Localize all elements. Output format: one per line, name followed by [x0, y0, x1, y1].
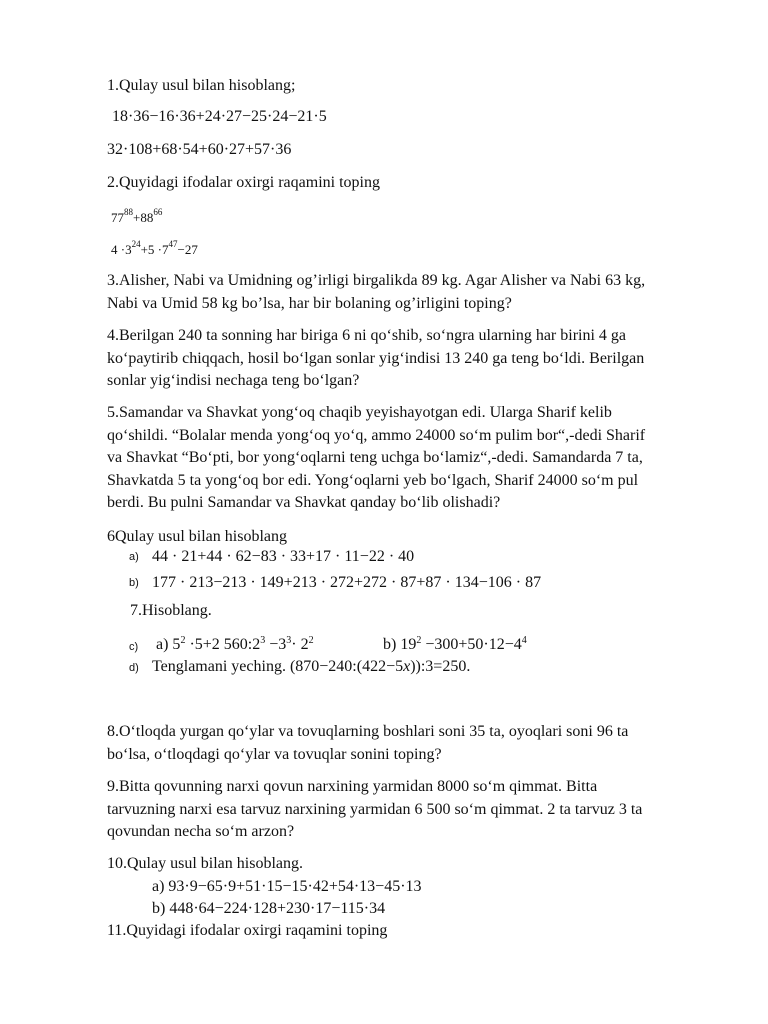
q1-expression-2: 32·108+68·54+60·27+57·36 [107, 141, 292, 158]
q3-text: 3.Alisher, Nabi va Umidning og’irligi birgalikda 89 kg. Agar Alisher va Nabi 63 kg, Nabi va Umid 58 kg bo’lsa, har bir bolaning og’irligini toping? [107, 272, 646, 312]
q2-expression-2: $4 \cdot 3^{24}+5 \cdot 7^{47}-27$ [111, 239, 198, 257]
q7-c-a-expression: a) $5^2 \cdot 5+2$ $560:2^3 -3^3\cdot 2^2$ [156, 635, 314, 653]
q6-a-expression: 44 · 21+44 · 62−83 · 33+17 · 11−22 · 40 [152, 548, 415, 565]
q6-a-marker: a) [129, 551, 139, 563]
q1-expression-1: 18·36−16·36+24·27−25·24−21·5 [112, 108, 327, 125]
q6-title: 6Qulay usul bilan hisoblang [107, 528, 287, 545]
q6-b-expression: 177 · 213−213 · 149+213 · 272+272 · 87+87 · 134−106 · 87 [152, 574, 542, 591]
q7-d-equation: Tenglamani yeching. (870−240:(422−5x)):3=250. [152, 658, 471, 675]
q8-text: 8.O‘tloqda yurgan qo‘ylar va tovuqlarning boshlari soni 35 ta, oyoqlari soni 96 ta bo‘lsa, o‘tloqdagi qo‘ylar va tovuqlar sonini toping? [107, 723, 629, 763]
q9-text: 9.Bitta qovunning narxi qovun narxining yarmidan 8000 so‘m qimmat. Bitta tarvuzning narxi esa tarvuz narxining yarmidan 6 500 so‘m qimmat. 2 ta tarvuz 3 ta qovundan necha so‘m arzon? [107, 778, 643, 840]
q10-title: 10.Qulay usul bilan hisoblang. [107, 855, 303, 872]
q6-b-marker: b) [129, 577, 139, 589]
q5-text: 5.Samandar va Shavkat yong‘oq chaqib yeyishayotgan edi. Ularga Sharif kelib qo‘shildi. “Bolalar menda yong‘oq yo‘q, ammo 24000 so‘m pulim bor“,-dedi Sharif va Shavkat “Bo‘pti, bor yong‘oqlarni teng uchga bo‘lamiz“,-dedi. Samandarda 7 ta, Shavkatda 5 ta yong‘oq bor edi. Yong‘oqlarni yeb bo‘lgach, Sharif 24000 so‘m pul berdi. Bu pulni Samandar va Shavkat qanday bo‘lib olishadi? [107, 404, 646, 511]
q7-d-marker: d) [129, 662, 139, 674]
q7-c-b-expression: b) $19^2 -300+50\cdot 12-4^4$ [383, 635, 527, 653]
q2-title: 2.Quyidagi ifodalar oxirgi raqamini toping [107, 174, 380, 191]
q1-title: 1.Qulay usul bilan hisoblang; [107, 77, 296, 94]
q10-b-expression: b) 448·64−224·128+230·17−115·34 [152, 900, 386, 917]
q11-title: 11.Quyidagi ifodalar oxirgi raqamini toping [107, 922, 388, 939]
q7-title: 7.Hisoblang. [130, 602, 212, 619]
q7-c-marker: c) [129, 641, 139, 653]
q2-expression-1: $77^{88}+88^{66}$ [111, 207, 163, 225]
q4-text: 4.Berilgan 240 ta sonning har biriga 6 ni qo‘shib, so‘ngra ularning har birini 4 ga ko‘paytirib chiqqach, hosil bo‘lgan sonlar yig‘indisi 13 240 ga teng bo‘ldi. Berilgan sonlar yig‘indisi nechaga teng bo‘lgan? [107, 327, 645, 389]
q10-a-expression: a) 93·9−65·9+51·15−15·42+54·13−45·13 [152, 878, 422, 895]
